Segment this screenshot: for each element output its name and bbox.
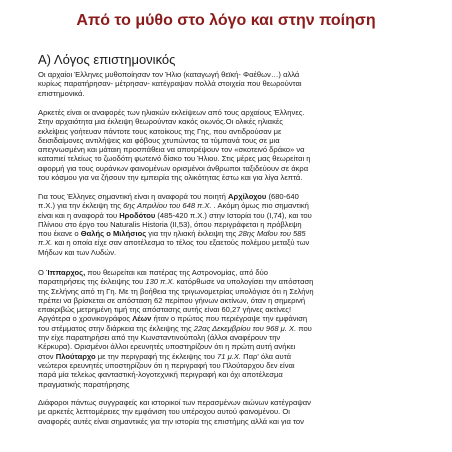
paragraph-intro (38, 70, 426, 98)
text-line: του στέμματος στην διάρκεια της έκλειψης της 22ας Δεκεμβρίου του 968 μ. Χ. που (38, 323, 312, 333)
text-line: απεγνωσμένη και μάταιη προσπάθεια να αποτρέψουν τον «σκοτεινό δράκο» να (38, 145, 305, 155)
text-line: παρατηρήσεις της έκλειψης του 130 π.Χ. κατόρθωσε να υπολογίσει την απόσταση (38, 277, 314, 287)
text-line: Διάφοροι πάντως συγγραφείς και ιστορικοί των περασμένων αιώνων κατέγραψαν (38, 398, 311, 407)
text-line: αφορμή για τους ουράνιων φαινομένων ορισμένοι άνθρωποι ταξιδεύουν σε άκρα (38, 163, 309, 173)
name-archilochus: Αρχίλοχου (228, 192, 267, 201)
paragraph-hipparchus (38, 268, 426, 389)
text-line: την είχε παρατηρήσει από την Κωνσταντινούπολη (άλλοι αναφέρουν την (38, 333, 281, 343)
text-line: επακριβώς μετρημένη τιμή της απόστασης αυτής είναι 60,27 γήινες ακτίνες! (38, 305, 292, 315)
text-line: επιστημονικά. (38, 88, 85, 98)
date-585bc: 28ης Μαΐου του 585 (238, 229, 306, 239)
name-leon: Λέων (132, 314, 152, 324)
page-title: Από το μύθο στο λόγο και στην ποίηση (76, 12, 376, 29)
text-line: στον Πλούταρχο με την περιγραφή της έκλειψης του 71 μ.Χ. Παρ' όλα αυτά (38, 351, 291, 361)
text-line: εκλείψεις γοήτευαν πάντοτε τους κατοίκους της Γης, που αντιδρούσαν με (38, 126, 282, 136)
text-line: με αρκετές λεπτομέρειες την εμφάνιση του υπέροχου αυτού φαινομένου. Οι (38, 407, 290, 417)
date-648bc: 6ης Απριλίου του 648 π.Χ. (123, 201, 212, 211)
text-line: νεώτεροι ερευνητές υποστηρίζουν ότι η περιγραφή του Πλούταρχου δεν είναι (38, 360, 295, 370)
text-line: π.Χ.) για την έκλειψη της 6ης Απριλίου του 648 π.Χ. . Ακόμη όμως πιο σημαντική (38, 201, 309, 211)
text-line: που έκανε ο Θαλής ο Μιλήσιος για την ηλιακή έκλειψη της 28ης Μαΐου του 585 (38, 229, 306, 239)
text-line: παρά μία τελείως φανταστική-λογοτεχνική περιγραφή και όχι αποτέλεσμα (38, 370, 283, 380)
paragraph-archilochus (38, 192, 426, 257)
text-line: του κόσμου για να ζήσουν την εμπειρία της ολικότητας έστω και για λίγα λεπτά. (38, 173, 303, 183)
text-line: είναι και η αναφορά του Ηροδότου (485-420 π.Χ.) στην Ιστορία του (Ι,74), και του (38, 210, 312, 220)
paragraph-later-writers (38, 398, 426, 426)
text-line: π.Χ. και η οποία είχε σαν αποτέλεσμα το τέλος του εξαετούς πολέμου μεταξύ των (38, 238, 310, 248)
text-line: καταπιεί τελείως το ζωοδότη φωτεινό δίσκο του Ήλιου. Στις μέρες μας θεωρείται η (38, 154, 311, 164)
text-line: κυρίως παρατήρησαν- μέτρησαν- κατέγραψαν πολλά στοιχεία που θεωρούνται (38, 79, 302, 89)
text-line: της Σελήνης από τη Γη. Με τη βοήθεια της τριγωνομετρίας υπολόγισε ότι η Σελήνη (38, 286, 314, 296)
text-line: Μήδων και των Λυδών. (38, 247, 117, 257)
text-line: Για τους Έλληνες σημαντική είναι η αναφορά του ποιητή Αρχίλοχου (680-640 (38, 192, 299, 201)
name-thales: Θαλής ο Μιλήσιος (80, 229, 147, 239)
text-line: Πλίνιου στο έργο του Naturalis Historia (ΙΙ,53), όπου περιγράφεται η πρόβλεψη (38, 219, 302, 229)
text-line: αναφορές αυτές είναι σημαντικές για την ιστορία της επιστήμης αλλά και για τον (38, 416, 304, 426)
name-plutarch: Πλούταρχο (55, 351, 96, 361)
date-71ad: 71 μ.Χ. (217, 351, 242, 361)
text-line: πραγματικής παρατήρησης (38, 379, 130, 389)
text-line: Αρκετές είναι οι αναφορές των ηλιακών εκλείψεων από τους αρχαίους Έλληνες. (38, 108, 305, 117)
date-130bc: 130 π.Χ. (145, 277, 175, 287)
section-heading: Α) Λόγος επιστημονικός (38, 52, 176, 67)
text-line: δεισιδαίμονες αντιλήψεις και φόβους χτυπώντας τα τύμπανά τους σε μια (38, 135, 280, 145)
paragraph-eclipses (38, 108, 426, 182)
name-hipparchus: Ίππαρχος, (46, 268, 86, 277)
date-968ad: 22ας Δεκεμβρίου του 968 μ. Χ. (193, 323, 297, 333)
text-line: Οι αρχαίοι Έλληνες μυθοποίησαν τον Ήλιο (καταγωγή θεϊκή- Φαέθων…) αλλά (38, 70, 300, 79)
text-line: Στην αρχαιότητα μια έκλειψη θεωρούνταν κακός οιωνός.Οι ολικές ηλιακές (38, 117, 283, 127)
text-line: Αργότερα ο χρονικογράφος Λέων ήταν ο πρώτος που περιέγραψε την εμφάνιση (38, 314, 308, 324)
name-herodotus: Ηροδότου (119, 210, 156, 220)
text-line: πρέπει να βρίσκεται σε απόσταση 62 περίπου γήινων ακτίνων, όταν η σημερινή (38, 295, 306, 305)
text-line: Κέρκυρα). Ορισμένοι άλλοι ερευνητές υποστηρίζουν ότι η πρώτη αυτή ανήκει (38, 342, 296, 352)
text-line: Ο Ίππαρχος, που θεωρείται και πατέρας της Αστρονομίας, από δύο (38, 268, 269, 277)
